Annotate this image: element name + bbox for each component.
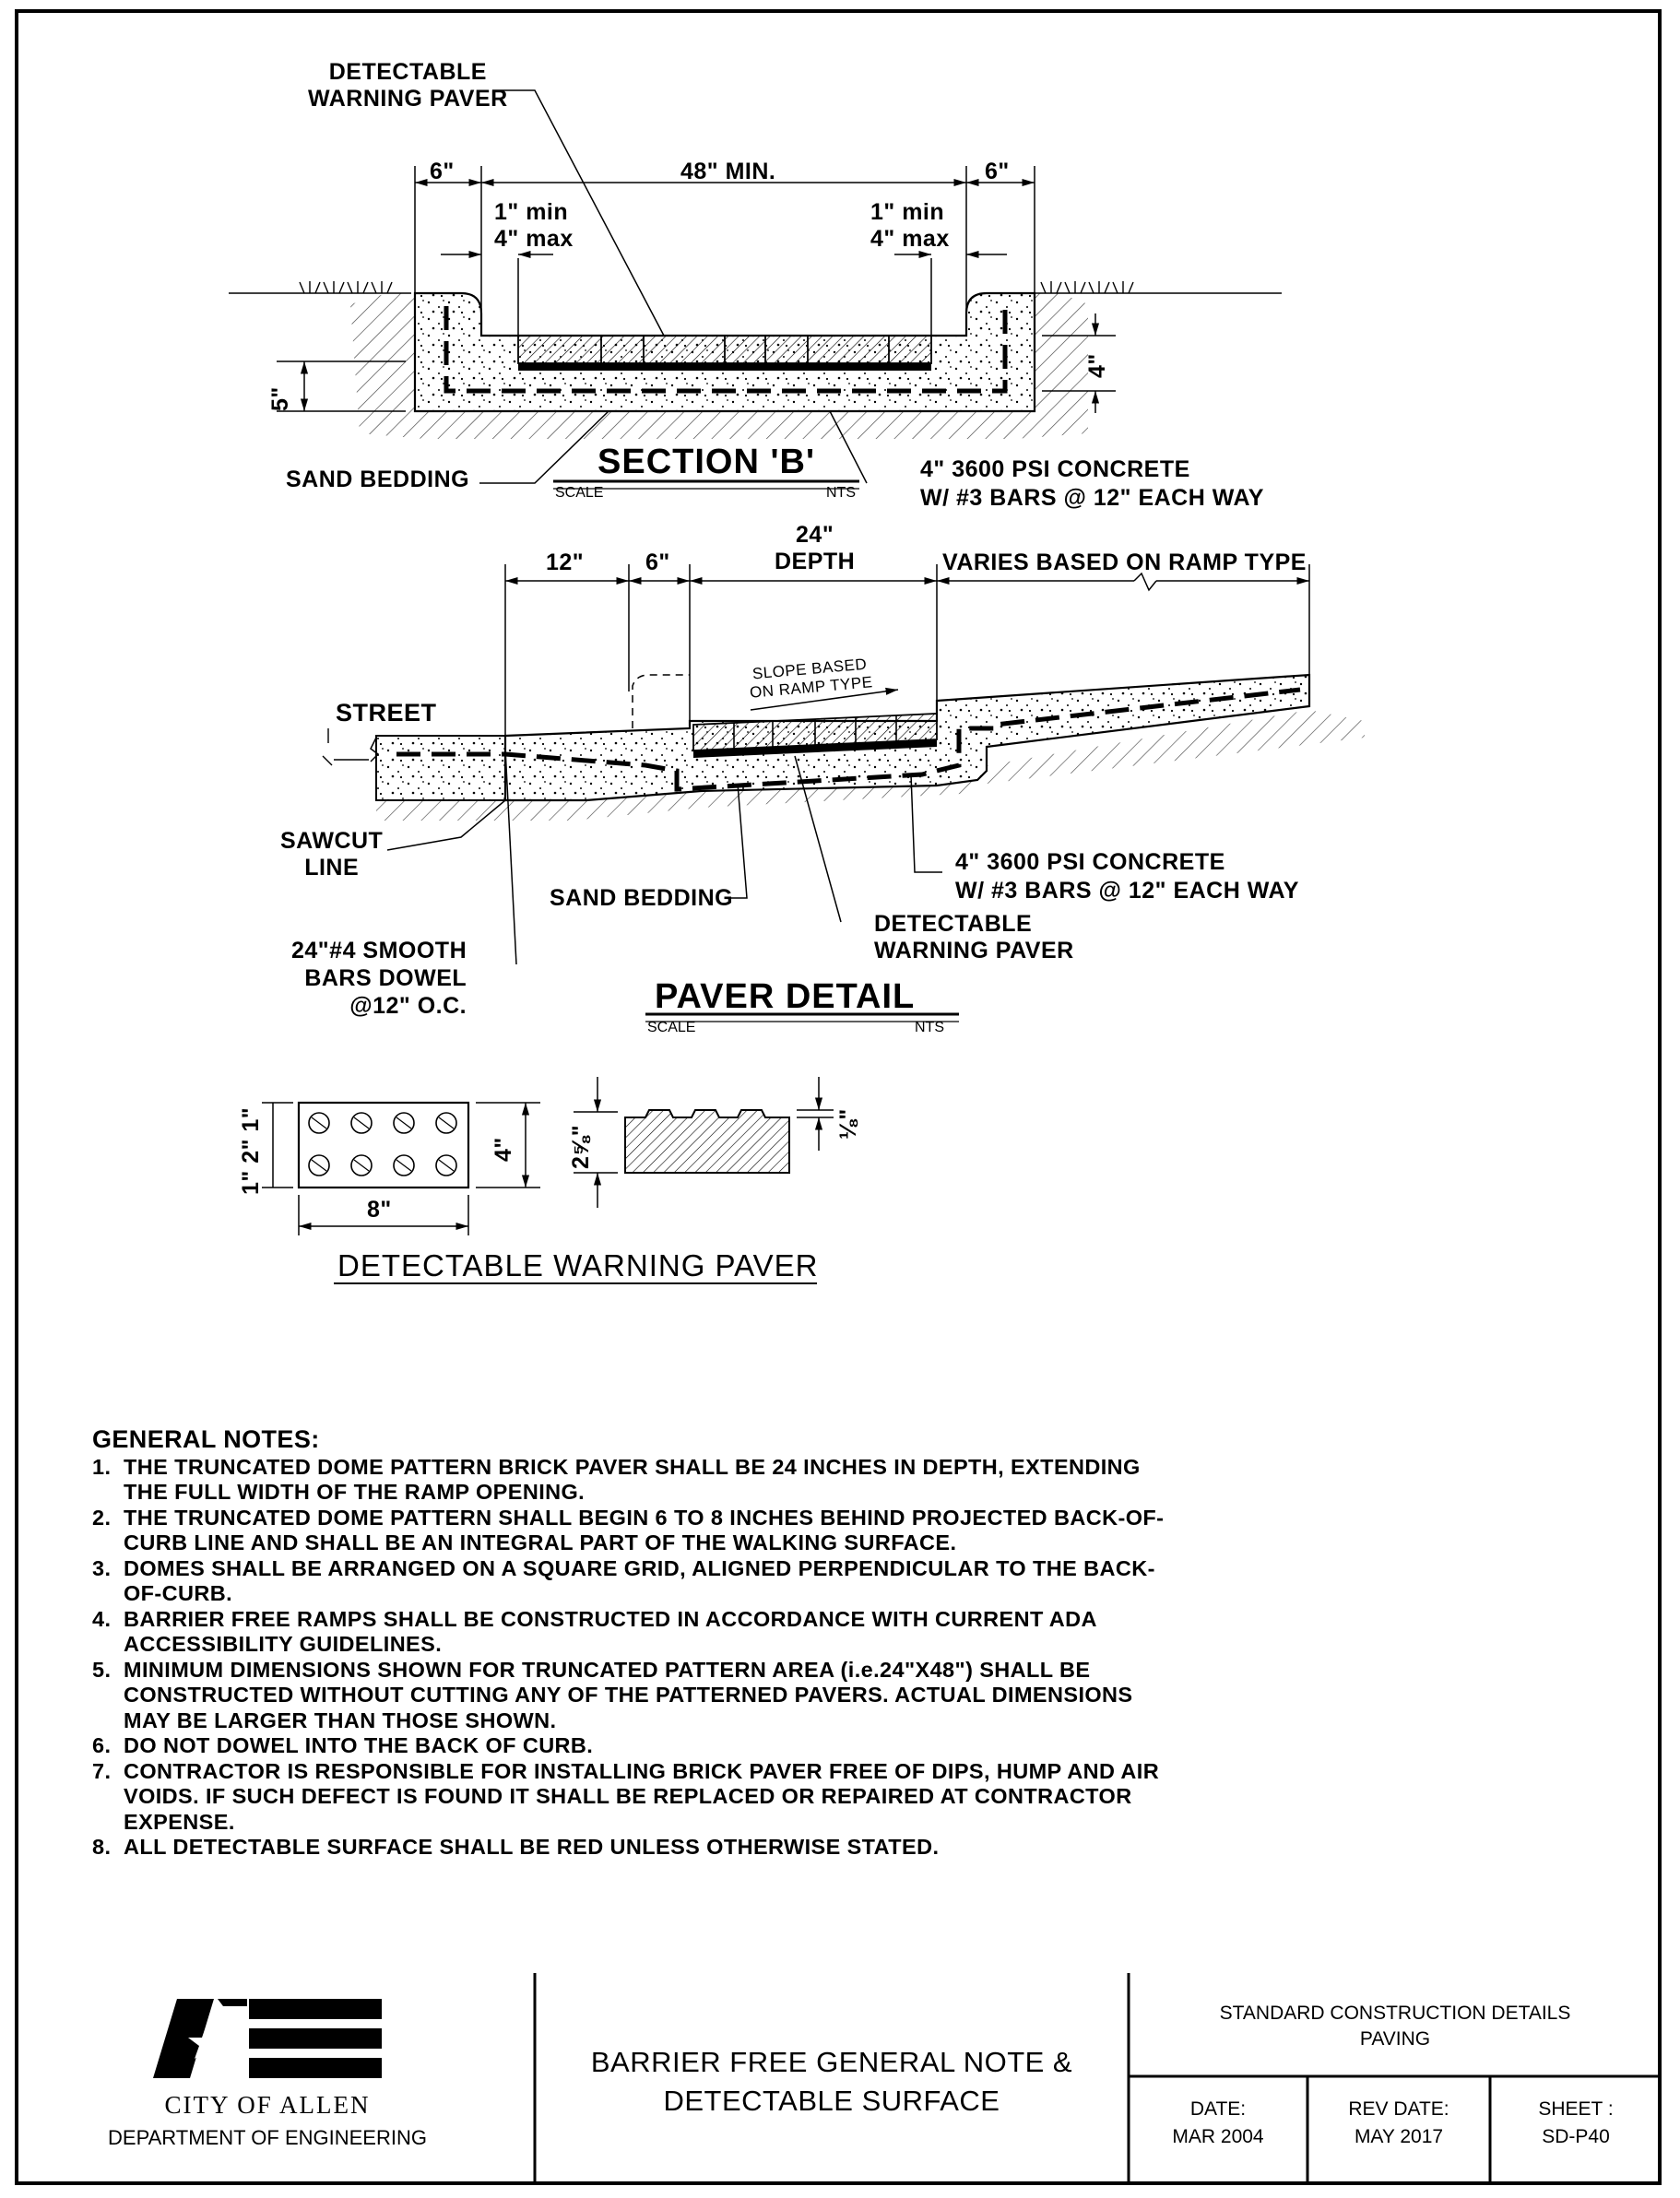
paver-detail-dim-24: 24" DEPTH [775,522,856,574]
paver-detail-scale-label: SCALE [647,1020,696,1035]
section-b-paver-label: DETECTABLE WARNING PAVER [308,59,508,112]
city-name: CITY OF ALLEN [164,2091,371,2119]
note-item [92,1455,1180,1506]
note-text: MINIMUM DIMENSIONS SHOWN FOR TRUNCATED PATTERN AREA (i.e.24"X48") SHALL BE CONSTRUCTED WITHOUT CUTTING ANY OF THE PATTERNED PAVERS. ACTUAL DIMENSIONS MAY BE LARGER THAN THOSE SHOWN. [124,1657,1133,1732]
note-text: BARRIER FREE RAMPS SHALL BE CONSTRUCTED IN ACCORDANCE WITH CURRENT ADA ACCESSIBILITY GUIDELINES. [124,1606,1097,1656]
paver-detail-dim-12: 12" [546,550,585,575]
rev-date-label: REV DATE: [1348,2098,1449,2120]
note-text: CONTRACTOR IS RESPONSIBLE FOR INSTALLING BRICK PAVER FREE OF DIPS, HUMP AND AIR VOIDS. IF SUCH DEFECT IS FOUND IT SHALL BE REPLACED OR REPAIRED AT CONTRACTOR EXPENSE. [124,1758,1160,1834]
paver-detail-slope-note: SLOPE BASED ON RAMP TYPE [749,655,874,702]
note-item [92,1658,1180,1734]
note-text: ALL DETECTABLE SURFACE SHALL BE RED UNLESS OTHERWISE STATED. [124,1835,940,1859]
paver-detail-dim-varies: VARIES BASED ON RAMP TYPE [942,550,1307,575]
warning-paver-dim-thick: 2⅝" [568,1124,594,1169]
date-value: MAR 2004 [1172,2126,1264,2147]
note-text: THE TRUNCATED DOME PATTERN BRICK PAVER SHALL BE 24 INCHES IN DEPTH, EXTENDING THE FULL WIDTH OF THE RAMP OPENING. [124,1454,1141,1504]
section-b-dim-depth-left: 5" [267,386,293,411]
date-label: DATE: [1189,2098,1247,2120]
paver-detail-concrete-label: 4" 3600 PSI CONCRETE W/ #3 BARS @ 12" EACH WAY [955,849,1299,904]
note-item [92,1733,1180,1759]
paver-detail-dim-6: 6" [645,550,670,575]
warning-paver-title: DETECTABLE WARNING PAVER [337,1248,819,1282]
section-b-title: SECTION 'B' [597,443,815,481]
section-b-dim-right: 6" [985,159,1010,184]
note-number: 1. [92,1454,112,1479]
note-number: 4. [92,1606,112,1631]
note-number: 8. [92,1835,112,1859]
section-b-dim-left: 6" [430,159,455,184]
note-item [92,1759,1180,1836]
section-b-scale-value: NTS [826,485,856,501]
drawing-title: BARRIER FREE GENERAL NOTE & DETECTABLE SURFACE [590,2046,1073,2117]
note-number: 5. [92,1657,112,1682]
note-item [92,1835,1180,1861]
section-b-gap-left: 1" min 4" max [494,199,574,252]
note-number: 2. [92,1505,112,1530]
paver-detail-dowel-label: 24"#4 SMOOTH BARS DOWEL @12" O.C. [291,938,467,1019]
warning-paver-dim-dome: ⅛" [835,1108,861,1140]
notes-list [92,1455,1180,1861]
section-b-drawing [229,90,1282,483]
rev-date-value: MAY 2017 [1354,2126,1444,2147]
section-b-sand-label: SAND BEDDING [286,467,470,492]
note-text: THE TRUNCATED DOME PATTERN SHALL BEGIN 6 TO 8 INCHES BEHIND PROJECTED BACK-OF-CURB LINE AND SHALL BE AN INTEGRAL PART OF THE WALKING SURFACE. [124,1505,1165,1554]
section-b-gap-right: 1" min 4" max [870,199,950,252]
department-name: DEPARTMENT OF ENGINEERING [108,2126,427,2149]
notes-heading: GENERAL NOTES: [92,1425,320,1453]
warning-paver-dim-left: 1" 2" 1" [238,1106,264,1195]
section-b-dim-mid: 48" MIN. [680,159,776,184]
paver-detail-sand-label: SAND BEDDING [550,885,734,911]
note-item [92,1506,1180,1556]
note-text: DOMES SHALL BE ARRANGED ON A SQUARE GRID, ALIGNED PERPENDICULAR TO THE BACK-OF-CURB. [124,1555,1155,1605]
paver-detail-street-label: STREET [336,699,437,727]
section-b-scale-label: SCALE [555,485,604,501]
warning-paver-dim-height: 4" [491,1137,516,1162]
section-b-dim-depth-right: 4" [1084,353,1110,378]
sheet-value: SD-P40 [1542,2126,1610,2147]
paver-detail-scale-value: NTS [915,1020,944,1035]
paver-detail-sawcut-label: SAWCUT LINE [280,828,384,880]
drawing-category: STANDARD CONSTRUCTION DETAILS PAVING [1219,2003,1571,2050]
note-number: 6. [92,1733,112,1757]
note-item [92,1556,1180,1607]
paver-detail-title: PAVER DETAIL [655,977,916,1016]
section-b-concrete-label: 4" 3600 PSI CONCRETE W/ #3 BARS @ 12" EACH WAY [920,456,1264,512]
paver-detail-paver-label: DETECTABLE WARNING PAVER [874,911,1074,963]
warning-paver-dim-width: 8" [367,1197,392,1223]
warning-paver-drawing [262,1077,834,1235]
city-logo [153,1999,382,2078]
note-number: 7. [92,1758,112,1783]
note-item [92,1607,1180,1658]
note-text: DO NOT DOWEL INTO THE BACK OF CURB. [124,1733,594,1757]
sheet-label: SHEET : [1538,2098,1614,2120]
note-number: 3. [92,1555,112,1580]
general-notes [92,1427,1180,1861]
